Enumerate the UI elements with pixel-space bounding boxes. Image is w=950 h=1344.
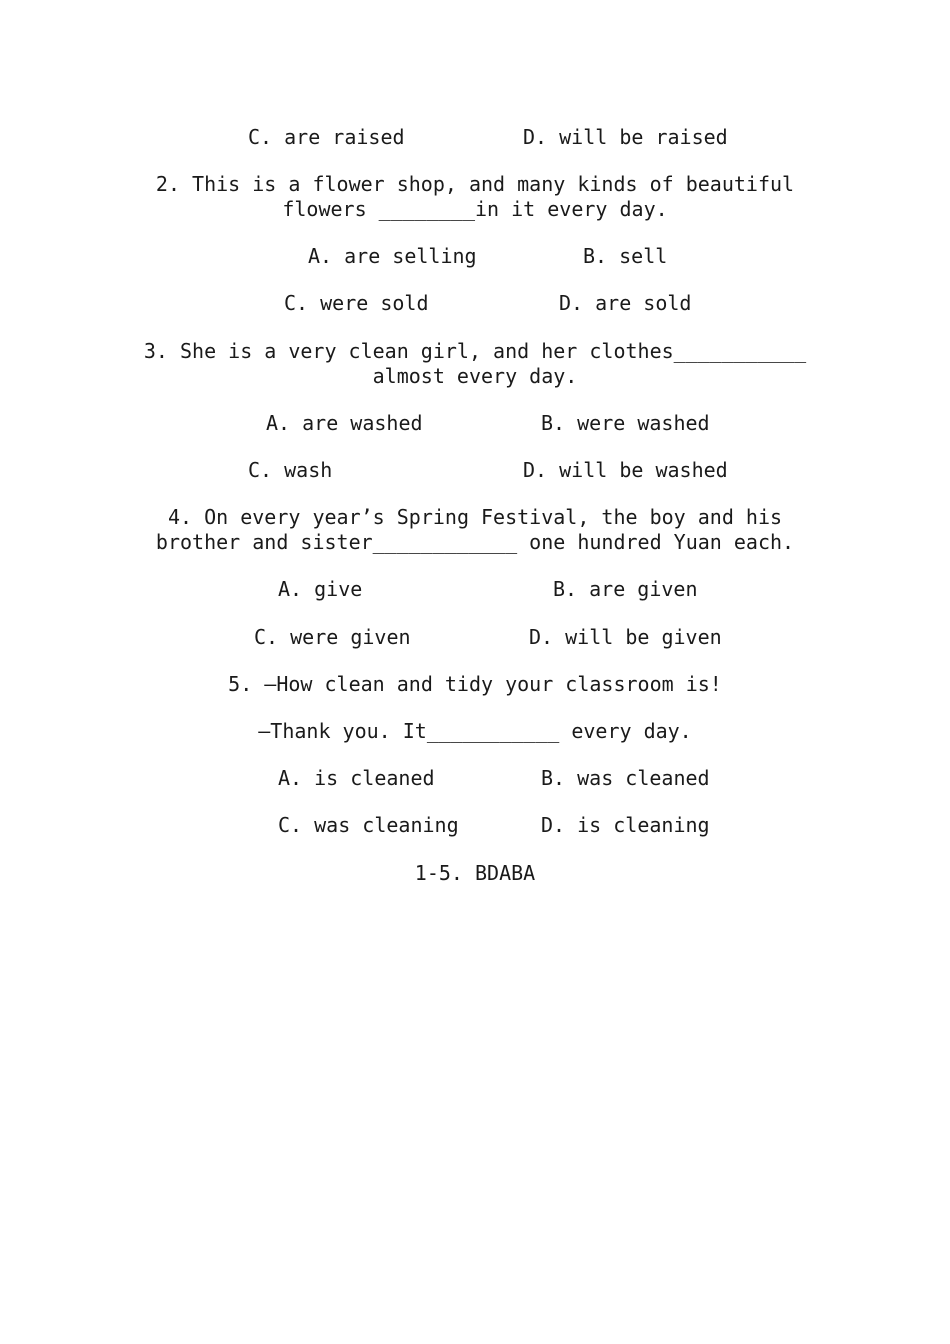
q5-stem-line2: —Thank you. It___________ every day. [258, 719, 692, 743]
q3-stem-line2: almost every day. [372, 364, 578, 388]
q2-option-c: C. were sold [284, 291, 429, 315]
q4-stem-line2: brother and sister____________ one hundred Yuan each. [155, 530, 795, 554]
q3-option-a: A. are washed [266, 411, 423, 435]
q4-stem-line1: 4. On every year’s Spring Festival, the boy and his [167, 505, 783, 529]
q2-stem-line1: 2. This is a flower shop, and many kinds of beautiful [155, 172, 795, 196]
q1-option-d: D. will be raised [523, 125, 728, 149]
q1-option-c: C. are raised [248, 125, 405, 149]
q5-option-b: B. was cleaned [541, 766, 710, 790]
q4-option-c: C. were given [254, 625, 411, 649]
q2-option-a: A. are selling [308, 244, 477, 268]
answer-key: 1-5. BDABA [414, 861, 536, 885]
q5-option-a: A. is cleaned [278, 766, 435, 790]
q3-stem-line1: 3. She is a very clean girl, and her clothes___________ [143, 339, 807, 363]
q2-option-b: B. sell [583, 244, 668, 268]
q3-option-c: C. wash [248, 458, 333, 482]
q4-option-a: A. give [278, 577, 363, 601]
q5-stem-line1: 5. —How clean and tidy your classroom is! [228, 672, 722, 696]
q3-option-d: D. will be washed [523, 458, 728, 482]
q5-option-c: C. was cleaning [278, 813, 459, 837]
q3-option-b: B. were washed [541, 411, 710, 435]
q5-option-d: D. is cleaning [541, 813, 710, 837]
q2-option-d: D. are sold [559, 291, 692, 315]
q4-option-d: D. will be given [529, 625, 722, 649]
q4-option-b: B. are given [553, 577, 698, 601]
q2-stem-line2: flowers ________in it every day. [282, 197, 668, 221]
